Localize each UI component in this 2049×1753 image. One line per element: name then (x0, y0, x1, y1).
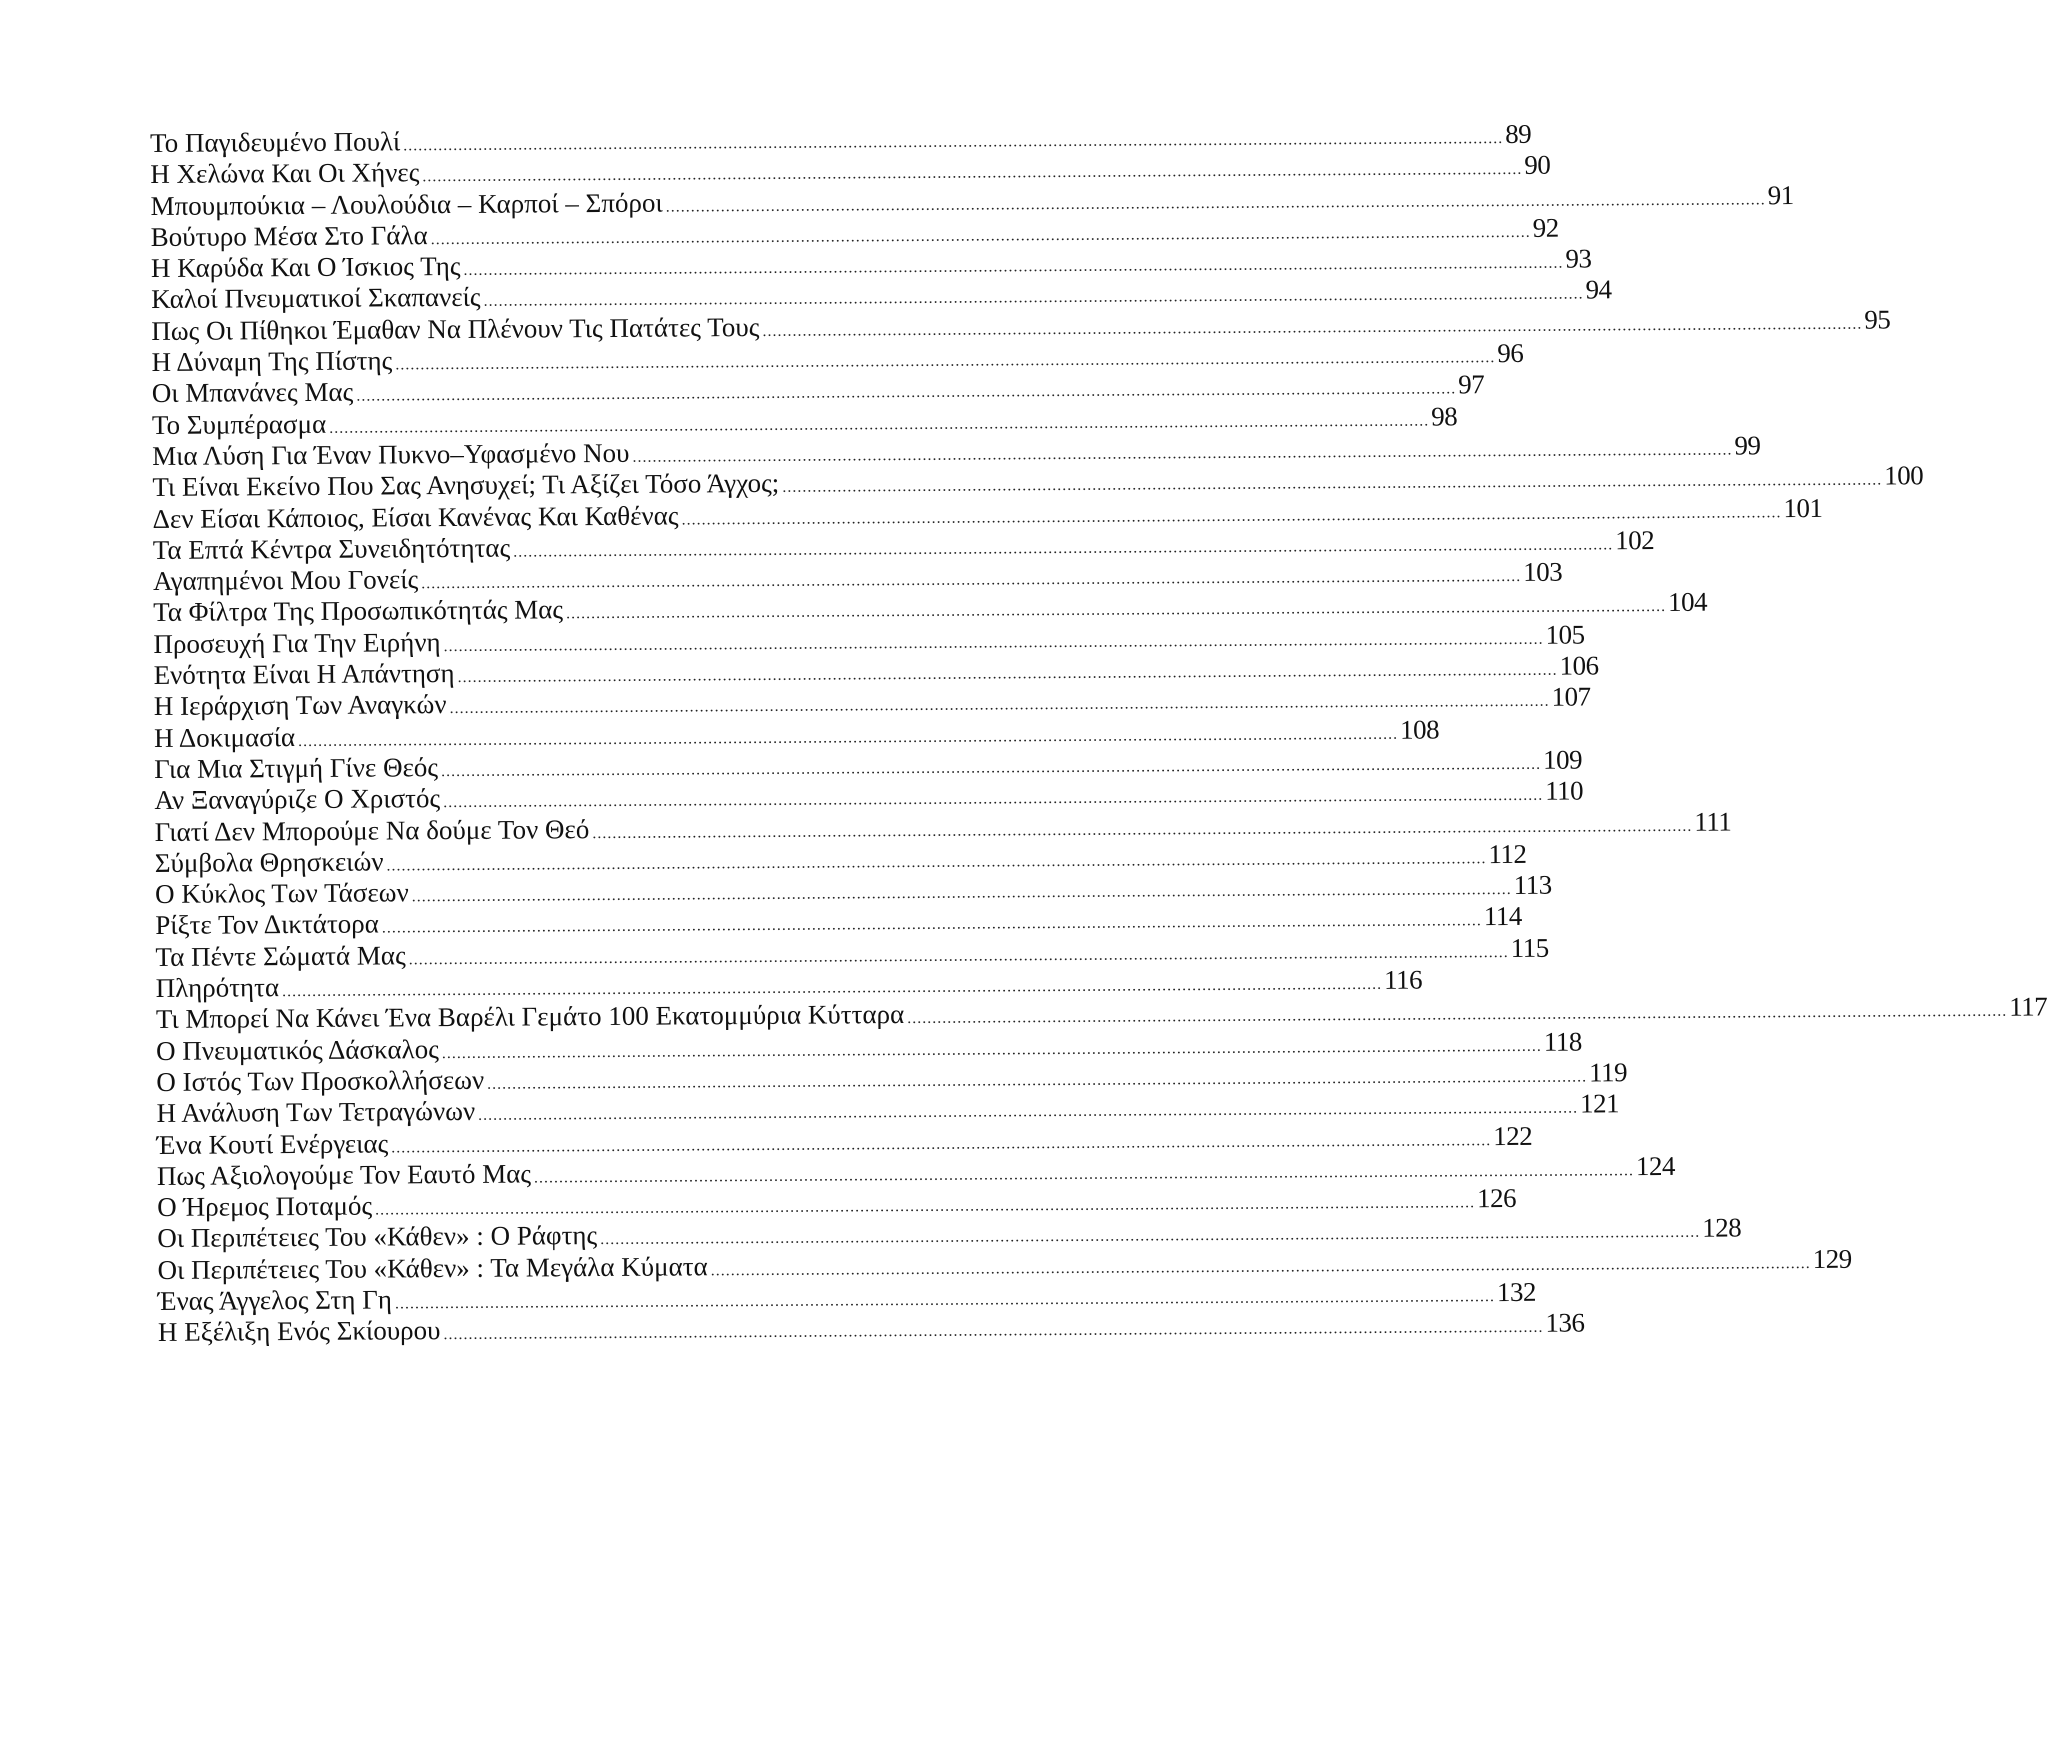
toc-entry-title: Πως Αξιολογούμε Τον Εαυτό Μας (156, 1158, 532, 1191)
toc-entry-title: Το Παγιδευμένο Πουλί (150, 126, 401, 158)
dot-leader: ............................................................................................................................................................................................................................ (592, 817, 1693, 842)
toc-entry-title: Η Ιεράρχιση Των Αναγκών (153, 689, 447, 722)
toc-entry-page-number: 106 (1559, 650, 1599, 681)
toc-entry (156, 1026, 1582, 1067)
toc-entry-page-number: 132 (1496, 1276, 1536, 1308)
toc-entry-page-number: 122 (1493, 1120, 1533, 1151)
toc-entry-title: Βούτυρο Μέσα Στο Γάλα (150, 220, 428, 252)
dot-leader: ............................................................................................................................................................................................................................ (449, 693, 1550, 718)
toc-entry-title: Ενότητα Είναι Η Απάντηση (153, 658, 455, 691)
dot-leader: ............................................................................................................................................................................................................................ (463, 254, 1564, 280)
toc-entry-page-number: 93 (1565, 243, 1592, 274)
dot-leader: ............................................................................................................................................................................................................................ (443, 1319, 1544, 1344)
toc-entry-page-number: 102 (1615, 524, 1655, 556)
toc-entry-page-number: 112 (1488, 838, 1527, 869)
dot-leader: ............................................................................................................................................................................................................................ (566, 598, 1667, 623)
toc-entry-title: Ο Πνευματικός Δάσκαλος (156, 1033, 439, 1066)
toc-entry-title: Ένας Άγγελος Στη Γη (157, 1284, 393, 1316)
dot-leader: ............................................................................................................................................................................................................................ (907, 1003, 2008, 1028)
dot-leader: ............................................................................................................................................................................................................................ (443, 787, 1544, 812)
toc-entry-title: Η Δοκιμασία (153, 721, 296, 753)
toc-entry-title: Ρίξτε Τον Δικτάτορα (155, 908, 379, 941)
toc-entry-title: Οι Μπανάνες Μας (151, 377, 354, 409)
toc-entry-title: Ο Κύκλος Των Τάσεων (154, 877, 409, 910)
dot-leader: ............................................................................................................................................................................................................................ (600, 1224, 1701, 1249)
toc-entry-page-number: 100 (1884, 460, 1924, 491)
toc-entry-page-number: 117 (2009, 991, 2048, 1023)
toc-entry (151, 337, 1524, 379)
toc-entry-page-number: 89 (1505, 118, 1532, 150)
dot-leader: ............................................................................................................................................................................................................................ (681, 503, 1782, 529)
toc-entry-page-number: 98 (1431, 401, 1458, 432)
dot-leader: ............................................................................................................................................................................................................................ (329, 412, 1430, 437)
toc-entry-title: Τα Επτά Κέντρα Συνειδητότητας (152, 532, 511, 565)
toc-entry-page-number: 91 (1767, 179, 1794, 210)
toc-entry (152, 492, 1823, 535)
toc-list (150, 118, 2048, 1349)
toc-entry-page-number: 90 (1524, 150, 1551, 181)
toc-entry-page-number: 118 (1543, 1026, 1582, 1057)
toc-entry-title: Αγαπημένοι Μου Γονείς (152, 564, 419, 597)
toc-entry-page-number: 107 (1551, 681, 1591, 713)
dot-leader: ............................................................................................................................................................................................................................ (762, 315, 1863, 340)
toc-entry-title: Η Χελώνα Και Οι Χήνες (150, 157, 420, 190)
dot-leader: ............................................................................................................................................................................................................................ (443, 630, 1544, 655)
toc-entry-title: Αν Ξαναγύριζε Ο Χριστός (154, 783, 441, 816)
toc-entry-page-number: 126 (1476, 1183, 1517, 1214)
toc-entry-title: Η Καρύδα Και Ο Ίσκιος Της (150, 251, 461, 284)
dot-leader: ............................................................................................................................................................................................................................ (430, 223, 1531, 249)
toc-entry (150, 179, 1794, 222)
toc-entry-title: Η Ανάλυση Των Τετραγώνων (156, 1096, 476, 1129)
toc-entry (152, 460, 1924, 504)
toc-entry-title: Για Μια Στιγμή Γίνε Θεός (154, 752, 439, 784)
dot-leader: ............................................................................................................................................................................................................................ (710, 1254, 1811, 1279)
toc-entry-page-number: 92 (1532, 212, 1559, 243)
toc-entry-page-number: 103 (1523, 556, 1563, 588)
dot-leader: ............................................................................................................................................................................................................................ (403, 130, 1504, 155)
toc-entry-title: Το Συμπέρασμα (151, 408, 327, 440)
toc-entry-title: Οι Περιπέτειες Του «Κάθεν» : Τα Μεγάλα Κύματα (157, 1251, 708, 1285)
dot-leader: ............................................................................................................................................................................................................................ (375, 1194, 1476, 1219)
dot-leader: ............................................................................................................................................................................................................................ (411, 881, 1512, 906)
toc-entry (152, 524, 1655, 566)
toc-entry-title: Προσευχή Για Την Ειρήνη (153, 626, 441, 659)
toc-entry-page-number: 104 (1667, 587, 1708, 618)
toc-entry-page-number: 111 (1694, 806, 1732, 837)
dot-leader: ............................................................................................................................................................................................................................ (782, 471, 1883, 497)
toc-entry-title: Μια Λύση Για Έναν Πυκνο–Υφασμένο Νου (152, 437, 630, 471)
dot-leader: ............................................................................................................................................................................................................................ (632, 441, 1733, 466)
dot-leader: ............................................................................................................................................................................................................................ (441, 755, 1542, 781)
dot-leader: ............................................................................................................................................................................................................................ (457, 661, 1558, 687)
dot-leader: ............................................................................................................................................................................................................................ (391, 1131, 1492, 1156)
toc-entry-title: Τα Φίλτρα Της Προσωπικότητάς Μας (153, 594, 564, 628)
toc-entry-title: Καλοί Πνευματικοί Σκαπανείς (151, 282, 481, 315)
toc-entry-page-number: 99 (1734, 430, 1761, 461)
toc-entry-title: Τι Μπορεί Να Κάνει Ένα Βαρέλι Γεμάτο 100 Εκατομμύρια Κύτταρα (155, 999, 905, 1035)
toc-entry-title: Πως Οι Πίθηκοι Έμαθαν Να Πλένουν Τις Πατάτες Τους (151, 311, 760, 346)
dot-leader: ............................................................................................................................................................................................................................ (487, 1068, 1588, 1093)
toc-entry-title: Η Εξέλιξη Ενός Σκίουρου (157, 1315, 441, 1348)
dot-leader: ............................................................................................................................................................................................................................ (478, 1099, 1579, 1125)
toc-entry (155, 991, 2048, 1036)
toc-entry-title: Γιατί Δεν Μπορούμε Να δούμε Τον Θεό (154, 813, 590, 847)
toc-entry-title: Μπουμπούκια – Λουλούδια – Καρποί – Σπόροι (150, 187, 663, 221)
toc-entry-page-number: 121 (1579, 1088, 1620, 1119)
toc-entry-page-number: 105 (1545, 619, 1585, 650)
toc-entry-page-number: 96 (1497, 337, 1524, 369)
toc-entry-page-number: 95 (1864, 304, 1891, 335)
toc-entry-page-number: 115 (1510, 932, 1549, 963)
toc-entry-page-number: 114 (1483, 901, 1522, 932)
dot-leader: ............................................................................................................................................................................................................................ (386, 849, 1487, 875)
toc-entry-title: Ο Ιστός Των Προσκολλήσεων (156, 1064, 485, 1097)
toc-entry-page-number: 119 (1588, 1057, 1628, 1088)
toc-entry (151, 304, 1891, 347)
toc-entry-title: Πληρότητα (155, 972, 280, 1003)
toc-entry-page-number: 108 (1399, 714, 1440, 745)
dot-leader: ............................................................................................................................................................................................................................ (533, 1161, 1635, 1187)
dot-leader: ............................................................................................................................................................................................................................ (395, 349, 1496, 374)
toc-entry-page-number: 113 (1513, 869, 1552, 901)
toc-entry-title: Τα Πέντε Σώματά Μας (155, 940, 406, 972)
dot-leader: ............................................................................................................................................................................................................................ (422, 161, 1523, 186)
dot-leader: ............................................................................................................................................................................................................................ (665, 190, 1766, 216)
dot-leader: ............................................................................................................................................................................................................................ (381, 912, 1482, 937)
toc-entry-page-number: 97 (1458, 369, 1485, 400)
toc-entry-title: Οι Περιπέτειες Του «Κάθεν» : Ο Ράφτης (157, 1220, 598, 1254)
toc-entry-page-number: 116 (1383, 964, 1423, 995)
dot-leader: ............................................................................................................................................................................................................................ (408, 943, 1509, 969)
toc-entry (157, 1243, 1852, 1286)
toc-entry-page-number: 94 (1585, 274, 1612, 305)
toc-entry-page-number: 129 (1812, 1243, 1852, 1274)
dot-leader: ............................................................................................................................................................................................................................ (441, 1037, 1542, 1062)
toc-entry-page-number: 110 (1545, 775, 1584, 806)
toc-entry-page-number: 109 (1542, 744, 1583, 775)
dot-leader: ............................................................................................................................................................................................................................ (421, 568, 1522, 593)
toc-entry (150, 212, 1559, 253)
toc-entry (157, 1276, 1536, 1317)
toc-entry-title: Ένα Κουτί Ενέργειας (156, 1127, 389, 1160)
dot-leader: ............................................................................................................................................................................................................................ (394, 1288, 1495, 1313)
toc-entry-title: Η Δύναμη Της Πίστης (151, 345, 393, 378)
dot-leader: ............................................................................................................................................................................................................................ (513, 536, 1614, 561)
dot-leader: ............................................................................................................................................................................................................................ (356, 380, 1457, 406)
dot-leader: ............................................................................................................................................................................................................................ (483, 285, 1584, 311)
toc-entry-page-number: 101 (1783, 492, 1823, 523)
toc-entry-title: Δεν Είσαι Κάποιος, Είσαι Κανένας Και Καθένας (152, 500, 679, 534)
toc-entry (150, 118, 1532, 160)
dot-leader: ............................................................................................................................................................................................................................ (298, 725, 1399, 750)
toc-entry-page-number: 128 (1702, 1212, 1742, 1244)
dot-leader: ............................................................................................................................................................................................................................ (282, 975, 1383, 1001)
toc-entry-page-number: 136 (1545, 1307, 1585, 1339)
toc-entry-page-number: 124 (1635, 1150, 1676, 1181)
toc-entry-title: Ο Ήρεμος Ποταμός (157, 1190, 373, 1223)
toc-entry-title: Σύμβολα Θρησκειών (154, 846, 384, 878)
toc-entry-title: Τι Είναι Εκείνο Που Σας Ανησυχεί; Τι Αξίζει Τόσο Άγχος; (152, 468, 780, 503)
